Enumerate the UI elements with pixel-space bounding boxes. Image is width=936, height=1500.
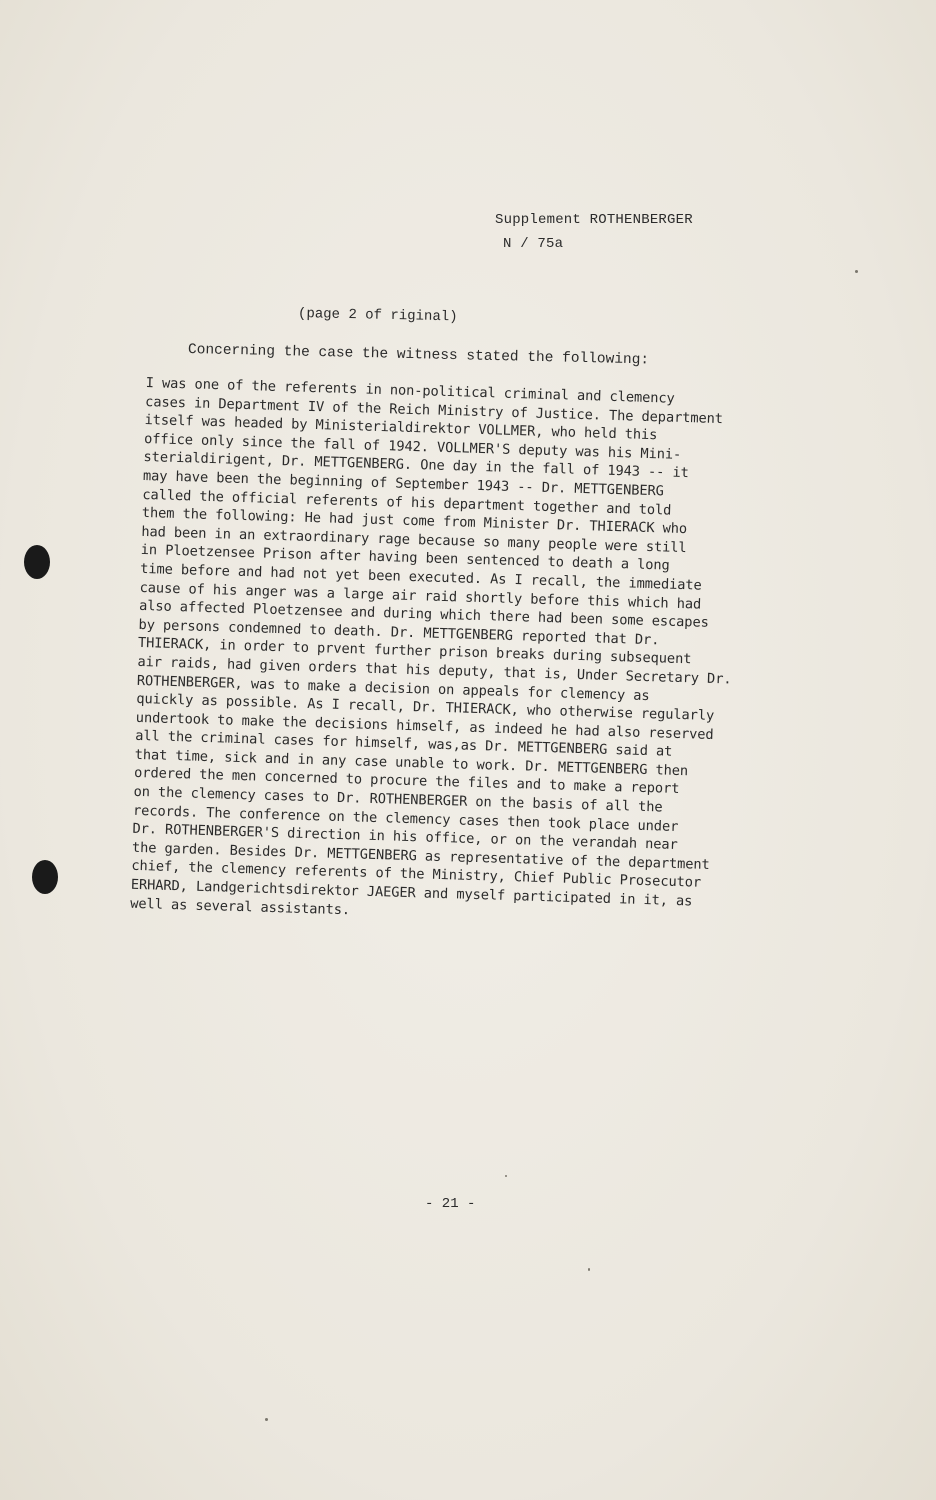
- intro-line: Concerning the case the witness stated the following:: [187, 342, 650, 369]
- supplement-header: [495, 208, 693, 256]
- original-page-reference: (page 2 of riginal): [297, 306, 458, 326]
- supplement-title: Supplement ROTHENBERGER: [495, 212, 693, 228]
- paper-speck: [265, 1418, 268, 1421]
- testimony-body: I was one of the referents in non-political criminal and clemency cases in Department IV of the Reich Ministry of Justice. The department itself was headed by Ministerialdirektor VOLLMER, who held this office only since the fall of 1942. VOLLMER'S deputy was his Mini- sterialdirigent, Dr. METTGENBERG. One day in the fall of 1943 -- it may have been the beginning of September 1943 -- Dr. METTGENBERG called the official referents of his department together and told them the following: He had just come from Minister Dr. THIERACK who had been in an extraordinary rage because so many people were still in Ploetzensee Prison after having been sentenced to death a long time before and had not yet been executed. As I recall, the immediate cause of his anger was a large air raid shortly before this which had also affected Ploetzensee and during which there had been some escapes by persons condemned to death. Dr. METTGENBERG reported that Dr. THIERACK, in order to prvent further prison breaks during subsequent air raids, had given orders that his deputy, that is, Under Secretary Dr. ROTHENBERGER, was to make a decision on appeals for clemency as quickly as possible. As I recall, Dr. THIERACK, who otherwise regularly undertook to make the decisions himself, as indeed he had also reserved all the criminal cases for himself, was,as Dr. METTGENBERG said at that time, sick and in any case unable to work. Dr. METTGENBERG then ordered the men concerned to procure the files and to make a report on the clemency cases to Dr. ROTHENBERGER on the basis of all the records. The conference on the clemency cases then took place under Dr. ROTHENBERGER'S direction in his office, or on the verandah near the garden. Besides Dr. METTGENBERG as representative of the department chief, the clemency referents of the Ministry, Chief Public Prosecutor ERHARD, Landgerichtsdirektor JAEGER and myself participated in it, as well as several assistants.: [130, 374, 732, 918]
- paper-speck: [505, 1175, 507, 1177]
- punch-hole-bottom: [32, 860, 58, 894]
- paper-speck: [588, 1268, 590, 1271]
- paper-speck: [855, 270, 858, 273]
- document-number: N / 75a: [503, 236, 564, 252]
- punch-hole-top: [24, 545, 50, 579]
- page-number: - 21 -: [425, 1196, 476, 1212]
